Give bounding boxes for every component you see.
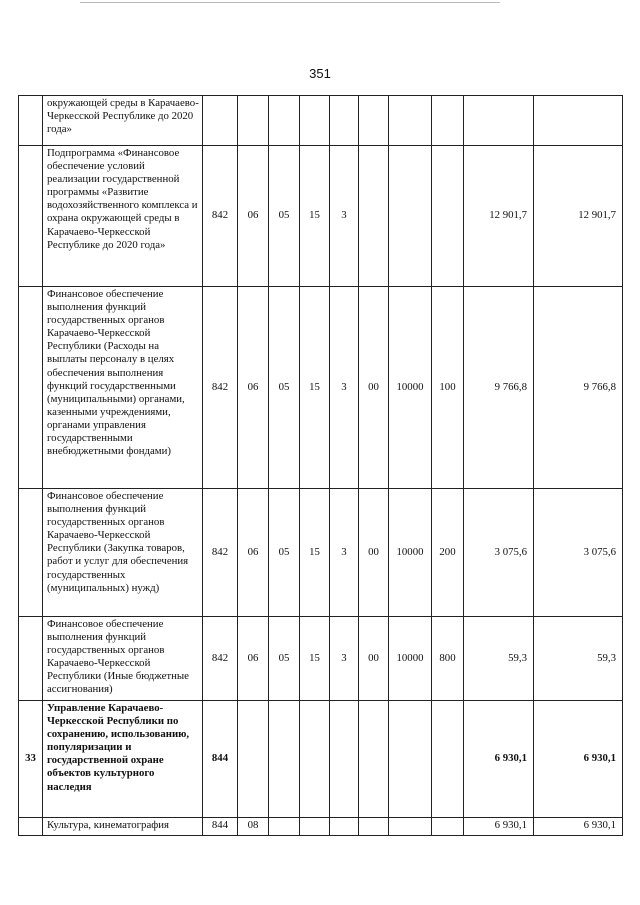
program-code: 15 (300, 146, 330, 287)
ministry-code: 842 (203, 617, 238, 701)
expense-type-code (432, 146, 464, 287)
ministry-code: 844 (203, 701, 238, 818)
subsection-code: 05 (269, 146, 300, 287)
sum-year-2 (534, 96, 623, 146)
main-event-code (359, 818, 389, 836)
sum-year-2: 9 766,8 (534, 287, 623, 489)
row-number (19, 287, 43, 489)
main-event-code: 00 (359, 617, 389, 701)
subsection-code (269, 818, 300, 836)
ministry-code: 842 (203, 146, 238, 287)
ministry-code (203, 96, 238, 146)
program-code (300, 701, 330, 818)
program-code (300, 96, 330, 146)
direction-code (389, 701, 432, 818)
sum-year-2: 12 901,7 (534, 146, 623, 287)
row-number (19, 146, 43, 287)
subsection-code (269, 96, 300, 146)
item-name: Управление Карачаево-Черкесской Республики по сохранению, использованию, популяризации и государственной охране объектов культурного наследия (43, 701, 203, 818)
item-name: окружающей среды в Карачаево-Черкесской Республике до 2020 года» (43, 96, 203, 146)
sum-year-1: 59,3 (464, 617, 534, 701)
table-row (19, 489, 623, 617)
section-code: 06 (238, 146, 269, 287)
direction-code (389, 96, 432, 146)
section-code (238, 96, 269, 146)
program-code: 15 (300, 287, 330, 489)
direction-code (389, 146, 432, 287)
subprogram-code: 3 (330, 617, 359, 701)
subprogram-code (330, 701, 359, 818)
sum-year-1 (464, 96, 534, 146)
main-event-code (359, 701, 389, 818)
section-code: 06 (238, 287, 269, 489)
expense-type-code: 200 (432, 489, 464, 617)
expense-type-code (432, 96, 464, 146)
table-row (19, 287, 623, 489)
item-name: Финансовое обеспечение выполнения функций государственных органов Карачаево-Черкесской Республики (Иные бюджетные ассигнования) (43, 617, 203, 701)
sum-year-2: 59,3 (534, 617, 623, 701)
ministry-code: 842 (203, 489, 238, 617)
sum-year-2: 3 075,6 (534, 489, 623, 617)
main-event-code (359, 146, 389, 287)
main-event-code (359, 96, 389, 146)
item-name: Финансовое обеспечение выполнения функций государственных органов Карачаево-Черкесской Республики (Расходы на выплаты персоналу в целях обеспечения выполнения функций государственными (муниципальными) органами, казенными учреждениями, органами управления государственными внебюджетными фондами) (43, 287, 203, 489)
table-row (19, 617, 623, 701)
expense-type-code: 100 (432, 287, 464, 489)
sum-year-1: 12 901,7 (464, 146, 534, 287)
subprogram-code: 3 (330, 146, 359, 287)
sum-year-1: 3 075,6 (464, 489, 534, 617)
direction-code (389, 818, 432, 836)
scan-edge-line (80, 2, 500, 3)
sum-year-1: 9 766,8 (464, 287, 534, 489)
section-code (238, 701, 269, 818)
main-event-code: 00 (359, 489, 389, 617)
table-row (19, 818, 623, 836)
direction-code: 10000 (389, 489, 432, 617)
table-body (19, 96, 623, 836)
page-number: 351 (309, 66, 331, 81)
row-number (19, 617, 43, 701)
subsection-code: 05 (269, 617, 300, 701)
expense-type-code (432, 701, 464, 818)
sum-year-1: 6 930,1 (464, 701, 534, 818)
row-number (19, 489, 43, 617)
subsection-code: 05 (269, 489, 300, 617)
program-code: 15 (300, 489, 330, 617)
program-code (300, 818, 330, 836)
direction-code: 10000 (389, 287, 432, 489)
subprogram-code (330, 818, 359, 836)
sum-year-1: 6 930,1 (464, 818, 534, 836)
direction-code: 10000 (389, 617, 432, 701)
ministry-code: 844 (203, 818, 238, 836)
subsection-code: 05 (269, 287, 300, 489)
sum-year-2: 6 930,1 (534, 701, 623, 818)
sum-year-2: 6 930,1 (534, 818, 623, 836)
table-row (19, 146, 623, 287)
expense-type-code (432, 818, 464, 836)
subprogram-code: 3 (330, 489, 359, 617)
main-event-code: 00 (359, 287, 389, 489)
table-row (19, 96, 623, 146)
section-code: 06 (238, 617, 269, 701)
subprogram-code (330, 96, 359, 146)
section-code: 06 (238, 489, 269, 617)
item-name: Финансовое обеспечение выполнения функций государственных органов Карачаево-Черкесской Республики (Закупка товаров, работ и услуг для обеспечения государственных (муниципальных) нужд) (43, 489, 203, 617)
ministry-code: 842 (203, 287, 238, 489)
row-number (19, 818, 43, 836)
subprogram-code: 3 (330, 287, 359, 489)
subsection-code (269, 701, 300, 818)
row-number (19, 96, 43, 146)
row-number: 33 (19, 701, 43, 818)
program-code: 15 (300, 617, 330, 701)
item-name: Подпрограмма «Финансовое обеспечение условий реализации государственной программы «Развитие водохозяйственного комплекса и охрана окружающей среды в Карачаево-Черкесской Республике до 2020 года» (43, 146, 203, 287)
item-name: Культура, кинематография (43, 818, 203, 836)
budget-table (18, 95, 623, 836)
section-code: 08 (238, 818, 269, 836)
expense-type-code: 800 (432, 617, 464, 701)
table-row (19, 701, 623, 818)
